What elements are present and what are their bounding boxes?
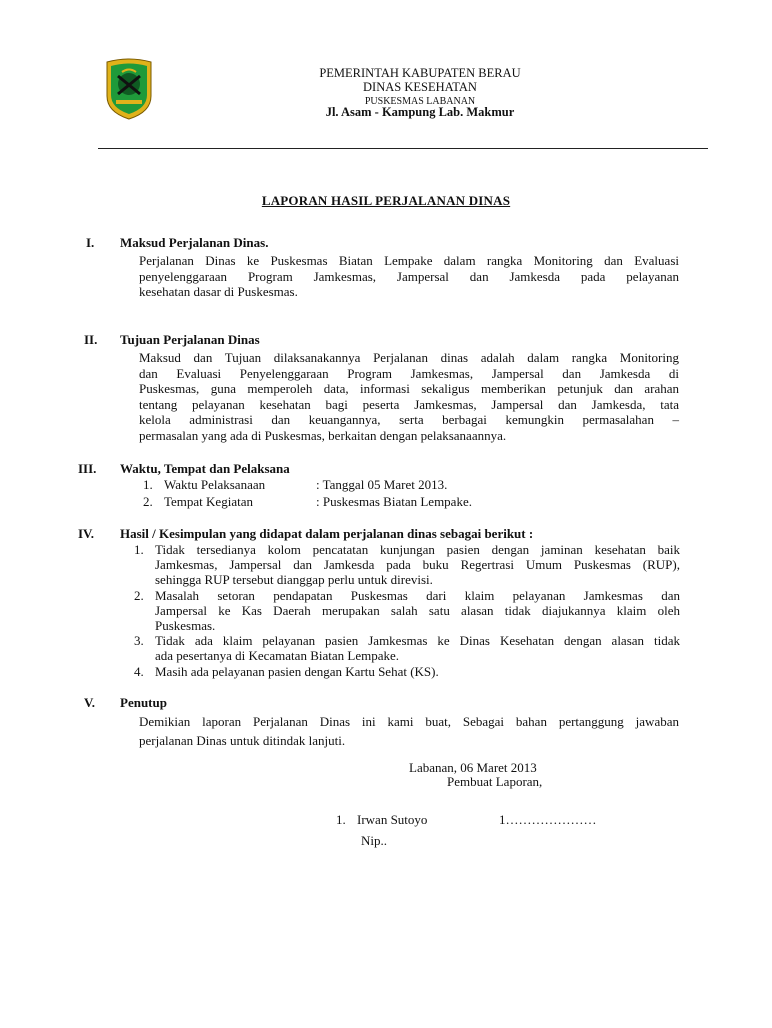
section-4-item-line: Masih ada pelayanan pasien dengan Kartu Sehat (KS). [155, 664, 439, 679]
section-3-item-label: Waktu Pelaksanaan [164, 477, 266, 492]
section-3-item-value: : Tanggal 05 Maret 2013. [316, 477, 448, 492]
section-5-heading: Penutup [120, 695, 167, 710]
section-4-numeral: IV. [78, 526, 95, 541]
section-2-line: Puskesmas, guna memperoleh data, informasi sekaligus memberikan petunjuk dan arahan [139, 381, 679, 396]
section-4-item-line: Tidak ada klaim pelayanan pasien Jamkesmas ke Dinas Kesehatan dengan alasan tidak [155, 633, 680, 648]
section-4-item [155, 542, 680, 587]
section-4-item-line: Puskesmas. [155, 618, 216, 633]
signature-number: 1. [336, 812, 346, 827]
section-5-body [139, 712, 679, 750]
section-4-item-number: 4. [134, 664, 144, 679]
header-address: Jl. Asam - Kampung Lab. Makmur [325, 105, 515, 119]
section-4-item [155, 633, 680, 663]
section-3-numeral: III. [78, 461, 97, 476]
section-4-item-number: 2. [134, 588, 144, 603]
section-2-line: kelola administrasi dan keuangannya, serta berbagai kemungkin permasalahan – [139, 412, 679, 427]
section-4-heading: Hasil / Kesimpulan yang didapat dalam perjalanan dinas sebagai berikut : [120, 526, 534, 541]
section-4-item-number: 3. [134, 633, 144, 648]
header-puskesmas: PUSKESMAS LABANAN [364, 96, 476, 107]
section-1-line: kesehatan dasar di Puskesmas. [139, 284, 298, 299]
section-4-item-line: sehingga RUP tersebut dianggap perlu untuk direvisi. [155, 572, 433, 587]
header-department: DINAS KESEHATAN [363, 80, 477, 94]
section-4-item-line: Tidak tersedianya kolom pencatatan kunjungan pasien dengan jaminan kesehatan baik [155, 542, 680, 557]
section-1-heading: Maksud Perjalanan Dinas. [120, 235, 269, 250]
section-2-line: permasalan yang ada di Puskesmas, berkaitan dengan pelaksanaannya. [139, 427, 507, 443]
section-2-line: tentang pelayanan kesehatan bagi peserta Jamkesmas, Jampersal dan Jamkesda, tata [139, 396, 679, 412]
section-3-heading: Waktu, Tempat dan Pelaksana [120, 461, 290, 476]
section-4-item [155, 588, 680, 633]
signature-nip: Nip.. [361, 833, 387, 848]
section-4-item [155, 664, 680, 679]
section-4-item-line: Jampersal ke Kas Daerah merupakan salah satu alasan tidak diajukannya klaim oleh [155, 603, 680, 618]
section-4-item-line: ada pesertanya di Kecamatan Biatan Lempake. [155, 648, 399, 663]
signature-line: 1………………… [499, 812, 597, 827]
section-1-line: Perjalanan Dinas ke Puskesmas Biatan Lempake dalam rangka Monitoring dan Evaluasi [139, 253, 679, 268]
signature-place-date: Labanan, 06 Maret 2013 [409, 760, 537, 775]
section-5-line: perjalanan Dinas untuk ditindak lanjuti. [139, 733, 346, 748]
section-1-body [139, 253, 679, 300]
section-2-heading: Tujuan Perjalanan Dinas [120, 332, 260, 347]
section-2-body [139, 350, 679, 443]
section-2-line: Maksud dan Tujuan dilaksanakannya Perjalanan dinas adalah dalam rangka Monitoring [139, 350, 679, 365]
signature-name: Irwan Sutoyo [357, 812, 428, 827]
document-title: LAPORAN HASIL PERJALANAN DINAS [261, 193, 511, 208]
signature-maker-label: Pembuat Laporan, [447, 774, 543, 789]
section-2-numeral: II. [84, 332, 98, 347]
section-3-item-number: 1. [143, 477, 153, 492]
section-2-line: dan Evaluasi Penyelenggaraan Program Jamkesmas, Jampersal dan Jamkesda di [139, 365, 679, 381]
section-1-numeral: I. [86, 235, 95, 250]
regency-crest-logo-icon [104, 58, 154, 120]
section-5-line: Demikian laporan Perjalanan Dinas ini kami buat, Sebagai bahan pertanggung jawaban [139, 714, 679, 729]
section-3-item-number: 2. [143, 494, 153, 509]
header-government: PEMERINTAH KABUPATEN BERAU [319, 66, 521, 80]
section-1-line: penyelenggaraan Program Jamkesmas, Jampersal dan Jamkesda pada pelayanan [139, 268, 679, 284]
section-4-item-number: 1. [134, 542, 144, 557]
section-4-item-line: Masalah setoran pendapatan Puskesmas dari klaim pelayanan Jamkesmas dan [155, 588, 680, 603]
section-4-item-line: Jamkesmas, Jampersal dan Jamkesda pada buku Regertrasi Umum Puskesmas (RUP), [155, 557, 680, 572]
section-5-numeral: V. [84, 695, 95, 710]
section-3-item-label: Tempat Kegiatan [164, 494, 253, 509]
section-3-item-value: : Puskesmas Biatan Lempake. [316, 494, 472, 509]
header-divider [98, 148, 708, 149]
